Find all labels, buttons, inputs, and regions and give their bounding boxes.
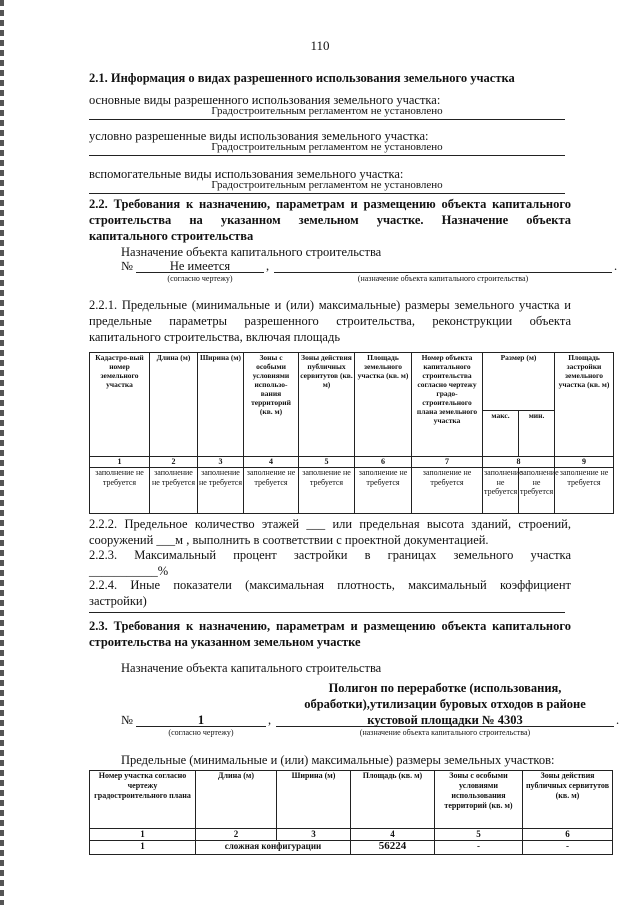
col-number: 4 [351,829,435,841]
table-cell: заполнение не требуется [519,468,555,514]
section-2-2-1-text-l2: предельные параметры разрешенного строительства, реконструкции объекта [89,314,571,328]
plot-sizes-table [89,770,613,855]
length-width-cell: сложная конфигурации [196,841,351,855]
col-number: 6 [355,457,412,468]
area-cell: 56224 [351,841,435,855]
header-cadastral: Кадастро-вый номер земельного участка [90,353,150,457]
header-width: Ширина (м) [198,353,244,457]
col-number: 1 [90,829,196,841]
col-number: 9 [555,457,614,468]
section-2-2-heading-l3: капитального строительства [89,229,254,243]
zones-cell: - [435,841,523,855]
object-purpose-line-2-3 [276,712,614,727]
table-cell: заполнение не требуется [244,468,299,514]
table-cell: заполнение не требуется [299,468,355,514]
col-number: 5 [299,457,355,468]
col-number: 1 [90,457,150,468]
header-size-max: макс. [483,411,519,457]
period-2-3: . [616,713,620,727]
caption-purpose-2-3: (назначение объекта капитального строительства) [359,728,531,737]
section-2-1-heading: 2.1. Информация о видах разрешенного использования земельного участка [89,71,515,85]
conditional-uses-label: условно разрешенные виды использования земельного участка: [89,129,429,143]
object-number-value-2-2: Не имеется [169,259,231,273]
table-cell: заполнение не требуется [483,468,519,514]
col-number: 3 [277,829,351,841]
section-2-2-4-l1: 2.2.4. Иные показатели (максимальная плотность, максимальный коэффициент [89,578,571,592]
header-zones: Зоны с особыми условиями использо-вания территорий (кв. м) [244,353,299,457]
header-size: Размер (м) [483,353,555,411]
section-2-2-2-l2: сооружений ___м , выполнить в соответствии с проектной документацией. [89,533,489,547]
section-2-2-heading-l1: 2.2. Требования к назначению, параметрам и размещению объекта капитального [89,197,571,211]
col-number: 3 [198,457,244,468]
table-cell: заполнение не требуется [150,468,198,514]
basic-uses-line [89,105,565,120]
comma-2-3: , [268,713,272,727]
number-sign-2-2: № [121,259,133,273]
conditional-uses-value: Градостроительным регламентом не установлено [211,141,443,153]
plot-number-cell: 1 [90,841,196,855]
section-2-2-2-l1: 2.2.2. Предельное количество этажей ___ или предельная высота зданий, строений, [89,517,571,531]
object-purpose-line-2-2 [274,258,612,273]
period-2-2: . [614,259,618,273]
comma-2-2: , [266,259,270,273]
object-number-value-2-3: 1 [197,713,205,727]
caption-purpose-2-2: (назначение объекта капитального строительства) [357,274,529,283]
section-2-2-4-line [89,603,565,613]
table-cell: заполнение не требуется [412,468,483,514]
page-number: 110 [310,38,330,53]
object-purpose-l1-2-3: Полигон по переработке (использования, [328,681,562,695]
section-2-2-3-l1: 2.2.3. Максимальный процент застройки в границах земельного участка [89,548,571,562]
servitudes-cell: - [523,841,613,855]
col-number: 8 [483,457,555,468]
auxiliary-uses-value: Градостроительным регламентом не установлено [211,179,443,191]
number-sign-2-3: № [121,713,133,727]
caption-drawing-2-3: (согласно чертежу) [168,728,234,737]
auxiliary-uses-line [89,179,565,194]
caption-drawing-2-2: (согласно чертежу) [167,274,233,283]
header-object-number: Номер объекта капитального строительства согласно чертежу градо-строительного плана земельного участка [412,353,483,457]
col-number: 4 [244,457,299,468]
basic-uses-label: основные виды разрешенного использования земельного участка: [89,93,441,107]
conditional-uses-line [89,141,565,156]
header-servitudes: Зоны действия публичных сервитутов (кв. м) [299,353,355,457]
col-number: 7 [412,457,483,468]
header-zones: Зоны с особыми условиями использования территорий (кв. м) [435,771,523,829]
section-2-2-3-l2: ___________% [89,564,169,578]
header-build-area: Площадь застройки земельного участка (кв. м) [555,353,614,457]
header-area: Площадь (кв. м) [351,771,435,829]
section-2-2-heading-l2: строительства на указанном земельном участке. Назначение объекта [89,213,571,227]
header-area: Площадь земельного участка (кв. м) [355,353,412,457]
section-2-3-heading-l1: 2.3. Требования к назначению, параметрам и размещению объекта капитального [89,619,571,633]
params-table [89,352,614,514]
table-cell: заполнение не требуется [555,468,614,514]
header-servitudes: Зоны действия публичных сервитутов (кв. м) [523,771,613,829]
page-edge-marks [0,0,4,905]
object-number-line-2-3 [136,712,266,727]
section-2-2-1-text-l1: 2.2.1. Предельные (минимальные и (или) максимальные) размеры земельного участка и [89,298,571,312]
table-cell: заполнение не требуется [90,468,150,514]
sizes-label: Предельные (минимальные и (или) максимальные) размеры земельных участков: [121,753,555,767]
table-cell: заполнение не требуется [198,468,244,514]
col-number: 2 [150,457,198,468]
header-plot-number: Номер участка согласно чертежу градостроительного плана [90,771,196,829]
purpose-label-2-3: Назначение объекта капитального строительства [121,661,382,675]
basic-uses-value: Градостроительным регламентом не установлено [211,105,443,117]
table-cell: заполнение не требуется [355,468,412,514]
section-2-3-heading-l2: строительства на указанном земельном участке [89,635,361,649]
section-2-2-1-text-l3: капитального строительства, включая площадь [89,330,341,344]
col-number: 6 [523,829,613,841]
col-number: 2 [196,829,277,841]
object-number-line-2-2 [136,258,264,273]
purpose-label-2-2: Назначение объекта капитального строительства [121,245,382,259]
auxiliary-uses-label: вспомогательные виды использования земельного участка: [89,167,404,181]
col-number: 5 [435,829,523,841]
header-width: Ширина (м) [277,771,351,829]
header-size-min: мин. [519,411,555,457]
object-purpose-l2-2-3: обработки),утилизации буровых отходов в районе [304,697,586,711]
object-purpose-l3-2-3: кустовой площадки № 4303 [367,713,523,727]
header-length: Длина (м) [150,353,198,457]
section-2-2-4-l2: застройки) [89,594,147,608]
header-length: Длина (м) [196,771,277,829]
